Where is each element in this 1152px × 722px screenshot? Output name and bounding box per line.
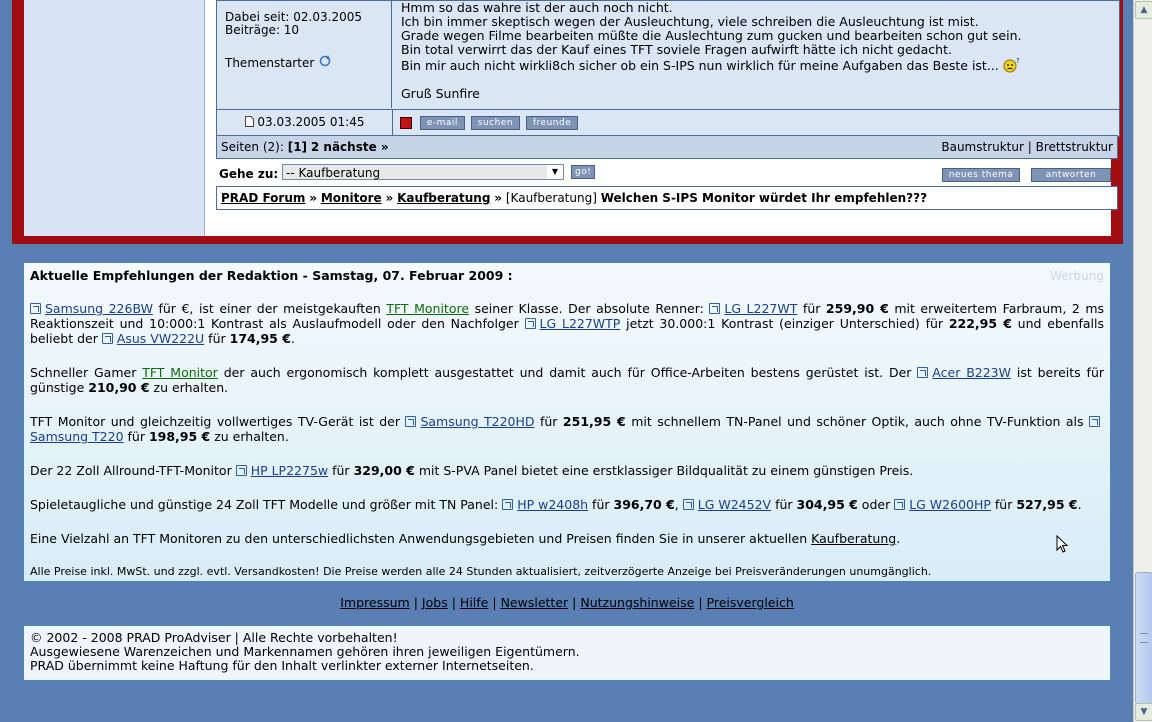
footer-link-preisvergleich[interactable]: Preisvergleich (706, 595, 794, 610)
price: 174,95 € (229, 331, 291, 346)
external-link-icon (1089, 416, 1100, 427)
text: für (123, 429, 149, 444)
external-link-icon (894, 499, 905, 510)
external-link-icon (502, 499, 513, 510)
text: , (674, 497, 683, 512)
grip-icon (1140, 633, 1148, 643)
text: zu erhalten. (149, 380, 229, 395)
text: Spieletaugliche und günstige 24 Zoll TFT Modelle und größer mit TN Panel: (30, 497, 503, 512)
link-samsung-t220[interactable]: Samsung T220 (30, 429, 124, 444)
external-link-icon (102, 333, 113, 344)
text: seiner Klasse. Der absolute Renner: (469, 301, 710, 316)
text: der auch ergonomisch komplett ausgestattet und damit auch für Office-Arbeiten bestens gerüstet ist. Der (217, 365, 918, 380)
breadcrumb-sep-2: » (385, 191, 394, 205)
tree-view-link[interactable]: Baumstruktur (941, 140, 1024, 154)
breadcrumb-forum[interactable]: PRAD Forum (221, 191, 306, 205)
external-link-icon (405, 416, 416, 427)
goto-row (216, 161, 1118, 185)
breadcrumb-sep-3: » (494, 191, 503, 205)
post-author-info (217, 1, 392, 108)
footer-link-hilfe[interactable]: Hilfe (459, 595, 489, 610)
left-column (24, 0, 205, 236)
copyright-line-1: © 2002 - 2008 PRAD ProAdviser | Alle Rechte vorbehalten! (30, 630, 398, 645)
chevron-down-icon: ▼ (547, 165, 563, 179)
breadcrumb-kaufberatung[interactable]: Kaufberatung (397, 191, 491, 205)
footer-link-jobs[interactable]: Jobs (421, 595, 448, 610)
text: zu erhalten. (210, 429, 289, 444)
text: für (771, 497, 797, 512)
reco-paragraph-6 (30, 531, 1104, 546)
refresh-icon (318, 54, 332, 68)
reco-paragraph-3 (30, 414, 1104, 444)
recommendations-box (23, 262, 1111, 582)
footer-links: Impressum | Jobs | Hilfe | Newsletter | Nutzungshinweise | Preisvergleich (340, 595, 794, 610)
post-actions (400, 115, 580, 130)
external-link-icon (709, 303, 720, 314)
text: Schneller Gamer (30, 365, 143, 380)
post-line-5-text: Bin mir auch nicht wirkli8ch sicher ob ein S-IPS nun wirklich für meine Aufgaben das Beste ist... (401, 58, 999, 73)
thread-title: Welchen S-IPS Monitor würdet Ihr empfehlen??? (600, 191, 928, 205)
link-lg-l227wtp[interactable]: LG L227WTP (539, 316, 621, 331)
text: und ebenfalls beliebt der (30, 316, 1105, 346)
price: 210,90 € (88, 380, 150, 395)
text: mit erweitertem Farbraum, 2 ms Reaktionszeit und 10:000:1 Kontrast als Auslaufmodell oder den Nachfolger (30, 301, 1105, 331)
external-link-icon (30, 303, 41, 314)
breadcrumb (216, 186, 1118, 210)
forum-select-value: -- Kaufberatung (286, 166, 381, 180)
reco-paragraph-5 (30, 497, 1104, 512)
reco-paragraph-4 (30, 463, 1104, 478)
link-asus-vw222u[interactable]: Asus VW222U (116, 331, 205, 346)
forum-select[interactable] (282, 164, 564, 180)
post-body (393, 1, 1119, 108)
reco-paragraph-1 (30, 301, 1104, 346)
new-topic-button[interactable]: neues thema (942, 168, 1020, 182)
text: für (990, 497, 1017, 512)
text: oder (857, 497, 895, 512)
text: jetzt 30.000:1 Kontrast (einziger Unterschied) für (620, 316, 949, 331)
price: 251,95 € (562, 414, 626, 429)
price: 304,95 € (796, 497, 858, 512)
breadcrumb-monitore[interactable]: Monitore (320, 191, 382, 205)
ad-label: Werbung (1050, 269, 1104, 283)
copyright-line-3: PRAD übernimmt keine Haftung für den Inhalt verlinkter externer Internetseiten. (30, 658, 534, 673)
link-lg-l227wt[interactable]: LG L227WT (724, 301, 798, 316)
goto-label: Gehe zu: (219, 167, 279, 181)
post-count: Beiträge: 10 (225, 23, 300, 37)
price: 222,95 € (948, 316, 1012, 331)
post (216, 0, 1120, 137)
go-button[interactable]: go! (571, 165, 595, 179)
vertical-scrollbar[interactable] (1133, 0, 1152, 722)
text: für (328, 463, 354, 478)
joined-date: Dabei seit: 02.03.2005 (225, 10, 362, 24)
external-link-icon (917, 367, 928, 378)
copyright-line-2: Ausgewiesene Warenzeichen und Markennamen gehören ihren jeweiligen Eigentümern. (30, 644, 580, 659)
pagination-bar (216, 135, 1118, 159)
thread-starter-label: Themenstarter (225, 56, 315, 70)
footer-link-impressum[interactable]: Impressum (340, 595, 410, 610)
email-button[interactable]: e-mail (420, 116, 465, 130)
price: 527,95 € (1016, 497, 1078, 512)
svg-text:?: ? (1015, 57, 1020, 65)
view-switch: Baumstruktur | Brettstruktur (941, 140, 1113, 154)
price-note: Alle Preise inkl. MwSt. und zzgl. evtl. Versandkosten! Die Preise werden alle 24 Stunden aktualisiert, zeitverzögerte Anzeige bei Preisveränderungen unumgänglich. (30, 565, 932, 578)
text: mit schnellem TN-Panel und schöner Optik, auch ohne TV-Funktion als (625, 414, 1089, 429)
recommendations-title: Aktuelle Empfehlungen der Redaktion - Samstag, 07. Februar 2009 : (30, 268, 513, 283)
link-lg-w2600hp[interactable]: LG W2600HP (909, 497, 991, 512)
external-link-icon (236, 465, 247, 476)
document-icon (245, 116, 254, 127)
reco-paragraph-2 (30, 365, 1104, 395)
footer-link-newsletter[interactable]: Newsletter (500, 595, 569, 610)
text: . (896, 531, 901, 546)
breadcrumb-prefix: [Kaufberatung] (505, 191, 597, 205)
post-greeting: Gruß Sunfire (401, 86, 480, 101)
text: für €, ist einer der meistgekauften (152, 301, 387, 316)
link-acer-b223w[interactable]: Acer B223W (932, 365, 1011, 380)
text: . (1077, 497, 1082, 512)
text: Eine Vielzahl an TFT Monitoren zu den unterschiedlichsten Anwendungsgebieten und Preisen finden Sie in unserer aktuellen (30, 531, 812, 546)
footer-link-nutzungshinweise[interactable]: Nutzungshinweise (580, 595, 695, 610)
post-line-1: Hmm so das wahre ist der auch noch nicht. (401, 0, 673, 15)
post-date-text: 03.03.2005 01:45 (257, 115, 365, 129)
mouse-cursor-icon (1056, 535, 1068, 553)
search-button[interactable]: suchen (471, 116, 520, 130)
text: für (534, 414, 563, 429)
flat-view-link[interactable]: Brettstruktur (1035, 140, 1113, 154)
link-tft-monitore[interactable]: TFT Monitore (386, 301, 470, 316)
link-hp-w2408h[interactable]: HP w2408h (517, 497, 589, 512)
link-samsung-226bw[interactable]: Samsung 226BW (45, 301, 153, 316)
price: 198,95 € (148, 429, 211, 444)
breadcrumb-sep-1: » (309, 191, 317, 205)
forum-frame (12, 0, 1123, 244)
link-lg-w2452v[interactable]: LG W2452V (697, 497, 772, 512)
link-hp-lp2275w[interactable]: HP LP2275w (250, 463, 329, 478)
reply-button[interactable]: antworten (1031, 168, 1111, 182)
post-date (217, 110, 393, 135)
page-next-link[interactable]: 2 nächste » (310, 140, 389, 154)
page-current: [1] (287, 140, 308, 154)
price: 259,90 € (825, 301, 889, 316)
text: . (290, 331, 295, 346)
pages-label: Seiten (2): (221, 140, 284, 154)
post-line-2: Ich bin immer skeptisch wegen der Ausleuchtung, viele schreiben die Ausleuchtung ist mist. (401, 14, 979, 29)
price: 396,70 € (613, 497, 675, 512)
external-link-icon (525, 318, 536, 329)
text: Der 22 Zoll Allround-TFT-Monitor (30, 463, 236, 478)
post-line-5 (401, 57, 1111, 73)
text: für (204, 331, 230, 346)
confused-smiley-icon (1003, 57, 1021, 73)
scroll-thumb[interactable] (1135, 572, 1152, 704)
link-tft-monitor[interactable]: TFT Monitor (142, 365, 218, 380)
thread-starter (225, 54, 383, 70)
scroll-up-icon[interactable]: ▲ (1135, 1, 1152, 19)
text: mit S-PVA Panel bietet eine erstklassiger Bildqualität zu einem günstigen Preis. (414, 463, 914, 478)
text: für (588, 497, 614, 512)
external-link-icon (683, 499, 694, 510)
text: ist bereits für günstige (30, 365, 1105, 395)
price: 329,00 € (353, 463, 415, 478)
forum-content (24, 0, 1111, 236)
link-kaufberatung[interactable]: Kaufberatung (811, 531, 897, 546)
post-footer (217, 109, 1119, 135)
post-line-4: Bin total verwirrt das der Kauf eines TFT soviele Fragen aufwirft hätte ich nicht gedacht. (401, 42, 952, 57)
scroll-down-icon[interactable]: ▼ (1135, 703, 1152, 721)
post-line-3: Grade wegen Filme bearbeiten müßte die Auslechtung zum gucken und bearbeiten schon gut sein. (401, 28, 1022, 43)
text: TFT Monitor und gleichzeitig vollwertiges TV-Gerät ist der (30, 414, 406, 429)
friends-button[interactable]: freunde (526, 116, 578, 130)
report-icon[interactable] (400, 117, 412, 129)
text: für (797, 301, 826, 316)
copyright-box (23, 625, 1111, 681)
link-samsung-t220hd[interactable]: Samsung T220HD (420, 414, 535, 429)
